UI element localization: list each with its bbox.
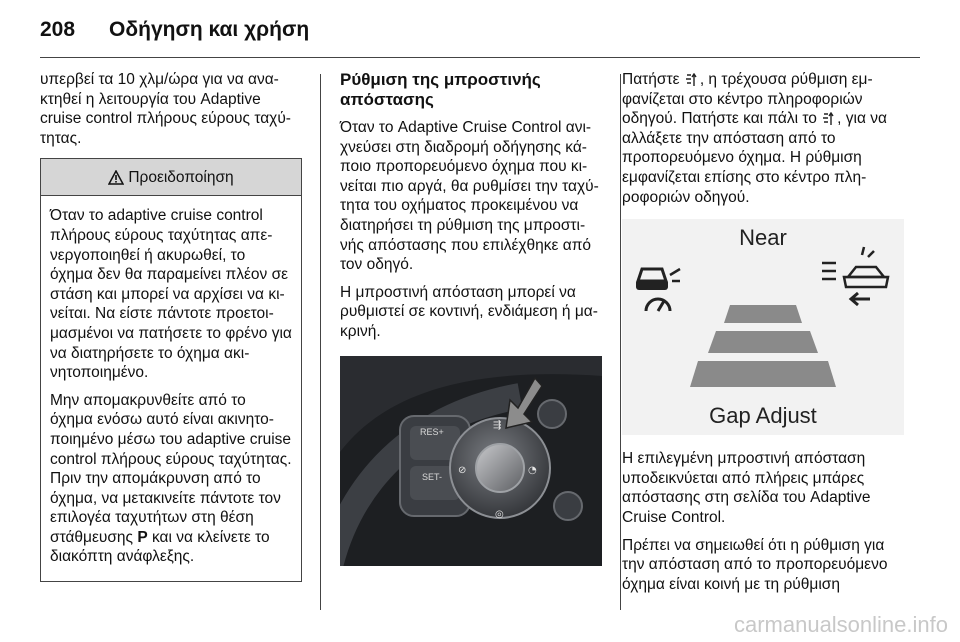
display-gap-adjust-label: Gap Adjust (709, 403, 817, 429)
column-divider-2 (620, 74, 621, 610)
warning-p2-text-a: Μην απομακρυνθείτε από το όχημα ενόσω αυτό είναι ακινητοποιημένο μέσω του adaptive cruise control πλήρους εύρους ταχύτητας. Πριν την απομάκρυνση από το όχημα, να μετακινείτε πάντοτε τον επιλογέα ταχυτήτων στη θέση στάθμευσης (50, 391, 292, 546)
svg-text:⇶: ⇶ (493, 419, 502, 431)
page-header (40, 10, 309, 50)
section-paragraph-2: Η μπροστινή απόσταση μπορεί να ρυθμιστεί σε κοντινή, ενδιάμεση ή μακρινή. (340, 283, 598, 340)
gap-adjust-icon-2 (821, 112, 837, 126)
res-button-label: RES+ (420, 426, 444, 437)
gap-display-image (622, 219, 904, 435)
page-number: 208 (40, 18, 76, 41)
set-button-label: SET- (422, 471, 443, 482)
warning-body (41, 196, 301, 581)
instruction-text-a: Πατήστε (622, 71, 684, 88)
steering-wheel-controls-image (340, 356, 602, 566)
warning-title: Προειδοποίηση (128, 168, 234, 186)
warning-paragraph-1: Όταν το adaptive cruise control πλήρους εύρους ταχύτητας απενεργοποιηθεί ή ακυρωθεί, το όχημα δεν θα παραμείνει πλέον σε στάση και μπορεί να αρχίσει να κινείται. Να είστε πάντοτε προετοιμασμένοι να πατήσετε το φρένο για να διατηρήσετε το όχημα ακινητοποιημένο. (50, 207, 292, 382)
indicator-paragraph: Η επιλεγμένη μπροστινή απόσταση υποδεικνύεται από πλήρεις μπάρες απόστασης στη σελίδα του Adaptive Cruise Control. (622, 450, 871, 526)
section-title: Ρύθμιση της μπροστινής απόστασης (340, 70, 541, 109)
warning-triangle-icon (108, 170, 124, 185)
svg-text:⊘: ⊘ (458, 464, 467, 476)
display-near-label: Near (739, 225, 787, 251)
instruction-text-c: , για να αλλάξετε την απόσταση από το προπορευόμενο όχημα. Η ρύθμιση εμφανίζεται επίσης στο κέντρο πληροφοριών οδηγού. (622, 110, 887, 206)
warning-paragraph-2 (50, 391, 292, 567)
gap-adjust-display (622, 219, 904, 435)
warning-p2-text-b: και να κλείνετε το διακόπτη ανάφλεξης. (50, 528, 270, 566)
gap-bar-3 (690, 361, 836, 387)
park-position-label: P (137, 528, 148, 546)
column-right (622, 70, 904, 602)
column-left (40, 70, 302, 582)
section-paragraph-1: Όταν το Adaptive Cruise Control ανιχνεύσει στη διαδρομή οδήγησης κάποιο προπορευόμενο όχημα που κινείται πιο αργά, θα ρυθμίσει την ταχύτητα του οχήματος προκειμένου να διατηρήσει τη ρύθμιση της μπροστινής απόστασης που επιλέχθηκε από τον οδηγό. (340, 119, 599, 274)
intro-paragraph: υπερβεί τα 10 χλμ/ώρα για να ανακτηθεί η λειτουργία του Adaptive cruise control πλήρους εύρους ταχύτητας. (40, 71, 291, 147)
warning-header (41, 159, 301, 196)
steering-wheel-photo (340, 356, 602, 566)
gap-adjust-icon (684, 73, 700, 87)
column-divider-1 (320, 74, 321, 610)
page-title: Οδήγηση και χρήση (109, 18, 310, 41)
column-middle (340, 70, 602, 566)
instruction-paragraph (622, 70, 904, 207)
header-divider (40, 57, 920, 58)
note-paragraph: Πρέπει να σημειωθεί ότι η ρύθμιση για την απόσταση από το προπορευόμενο όχημα είναι κοινή με τη ρύθμιση (622, 536, 888, 593)
instruction-text-b: , η τρέχουσα ρύθμιση εμφανίζεται στο κέντρο πληροφοριών οδηγού. Πατήστε και πάλι το (622, 71, 873, 128)
svg-text:◔: ◔ (528, 464, 537, 476)
watermark: carmanualsonline.info (733, 612, 948, 637)
warning-box (40, 158, 302, 582)
gap-bar-2 (708, 331, 818, 353)
svg-text:◎: ◎ (495, 508, 504, 520)
gap-bar-1 (724, 305, 802, 323)
